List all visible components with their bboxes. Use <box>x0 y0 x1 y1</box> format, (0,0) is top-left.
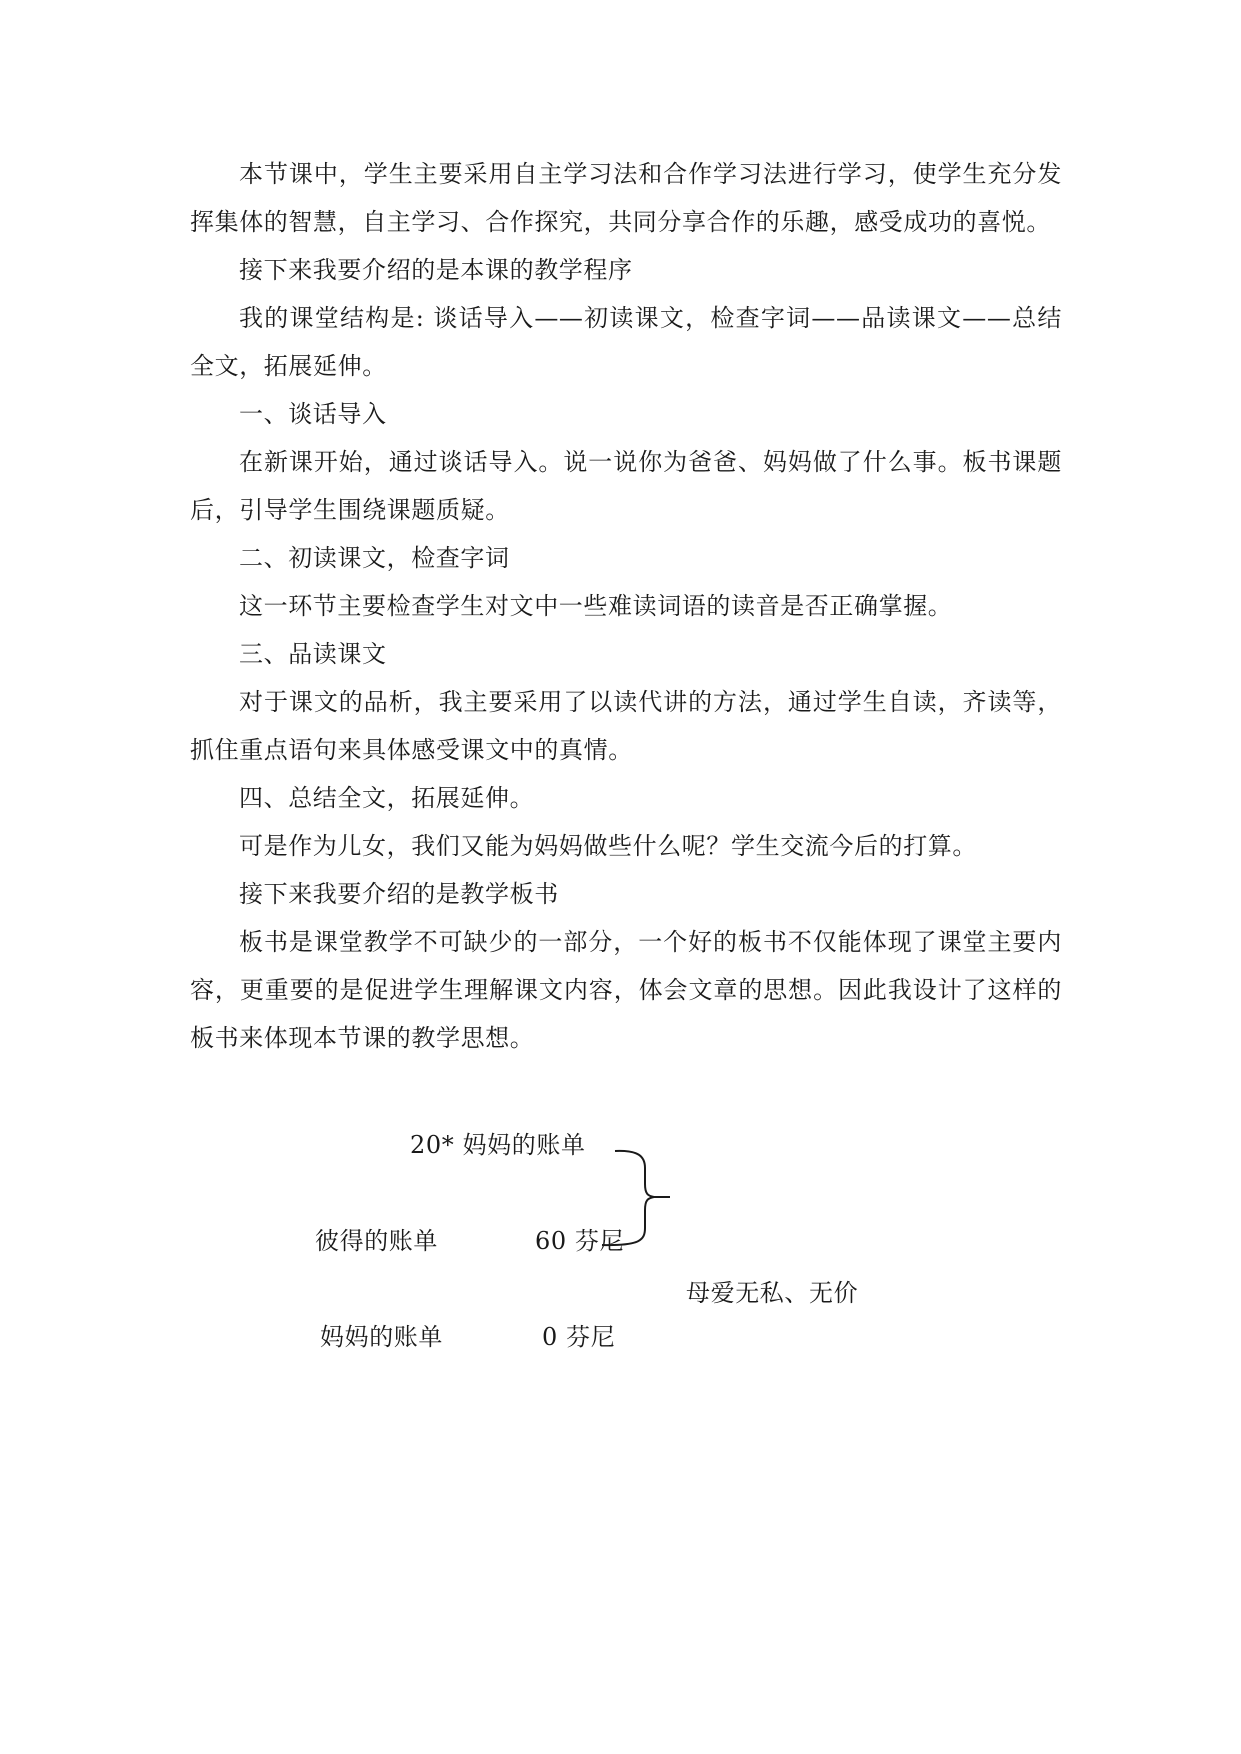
document-body <box>190 150 1062 1062</box>
heading-step-2: 二、初读课文，检查字词 <box>239 544 510 572</box>
heading-step-1: 一、谈话导入 <box>239 400 387 428</box>
paragraph-board-purpose: 板书是课堂教学不可缺少的一部分，一个好的板书不仅能体现了课堂主要内容，更重要的是促进学生理解课文内容，体会文章的思想。因此我设计了这样的板书来体现本节课的教学思想。 <box>190 928 1062 1052</box>
board-title: 20* 妈妈的账单 <box>410 1131 586 1159</box>
paragraph-learning-method: 本节课中，学生主要采用自主学习法和合作学习法进行学习，使学生充分发挥集体的智慧，自主学习、合作探究，共同分享合作的乐趣，感受成功的喜悦。 <box>190 160 1062 236</box>
board-row1-label: 彼得的账单 <box>315 1227 438 1255</box>
board-row2-amount: 0 芬尼 <box>542 1323 616 1351</box>
paragraph-board-intro: 接下来我要介绍的是教学板书 <box>239 880 559 908</box>
paragraph-procedure-intro: 接下来我要介绍的是本课的教学程序 <box>239 256 633 284</box>
curly-brace-icon <box>600 1148 670 1268</box>
board-row1-amount: 60 芬尼 <box>535 1227 625 1255</box>
paragraph-step-1: 在新课开始，通过谈话导入。说一说你为爸爸、妈妈做了什么事。板书课题后，引导学生围绕课题质疑。 <box>190 448 1062 524</box>
heading-step-3: 三、品读课文 <box>239 640 387 668</box>
paragraph-step-2: 这一环节主要检查学生对文中一些难读词语的读音是否正确掌握。 <box>239 592 953 620</box>
board-conclusion: 母爱无私、无价 <box>686 1279 859 1307</box>
paragraph-step-3: 对于课文的品析，我主要采用了以读代讲的方法，通过学生自读，齐读等，抓住重点语句来具体感受课文中的真情。 <box>190 688 1062 764</box>
heading-step-4: 四、总结全文，拓展延伸。 <box>239 784 535 812</box>
paragraph-step-4: 可是作为儿女，我们又能为妈妈做些什么呢？学生交流今后的打算。 <box>239 832 977 860</box>
paragraph-class-structure: 我的课堂结构是: 谈话导入——初读课文，检查字词——品读课文——总结全文，拓展延伸。 <box>190 304 1062 380</box>
board-row2-label: 妈妈的账单 <box>320 1323 443 1351</box>
